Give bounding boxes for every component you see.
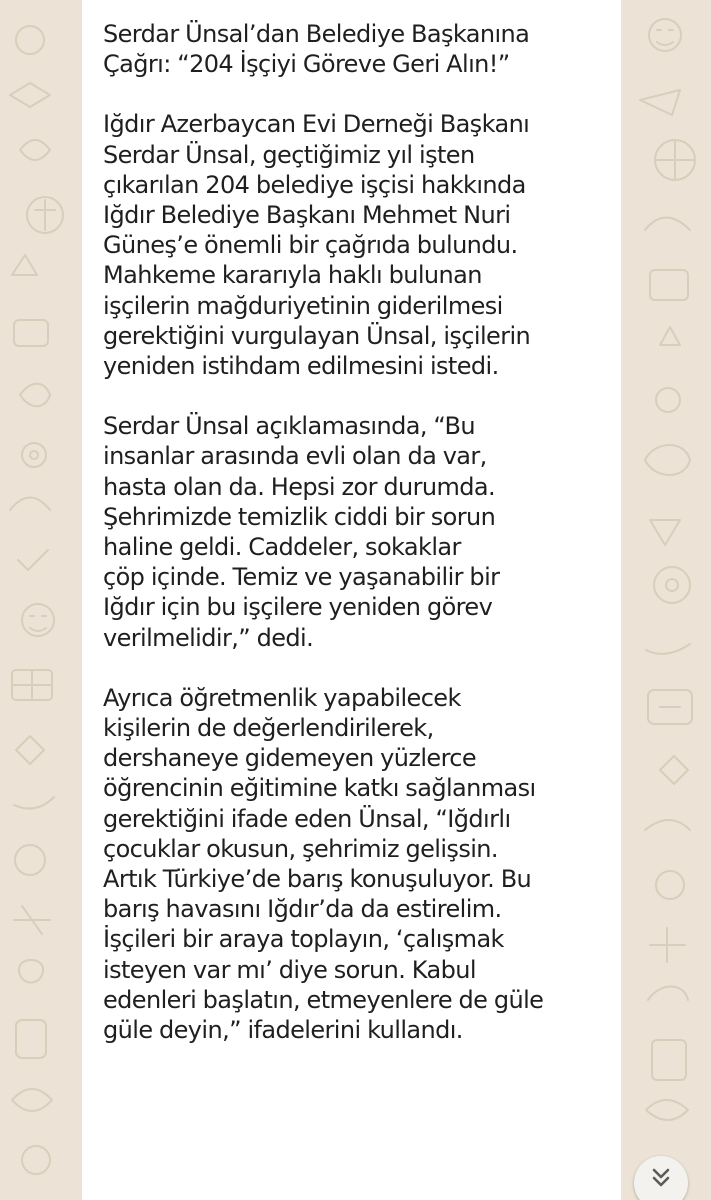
paragraph-line: Güneş’e önemli bir çağrıda bulundu. [103, 231, 518, 260]
paragraph-line: gerektiğini vurgulayan Ünsal, işçilerin [103, 321, 531, 350]
message-paragraph-2 [103, 411, 609, 653]
paragraph-line: öğrencinin eğitimine katkı sağlanması [103, 774, 536, 803]
paragraph-line: gerektiğini ifade eden Ünsal, “Iğdırlı [103, 804, 511, 833]
paragraph-line: İşçileri bir araya toplayın, ‘çalışmak [103, 925, 504, 954]
paragraph-line: kişilerin de değerlendirilerek, [103, 714, 434, 743]
paragraph-line: Serdar Ünsal açıklamasında, “Bu [103, 412, 475, 441]
double-chevron-down-icon [649, 1166, 673, 1190]
title-line: Çağrı: “204 İşçiyi Göreve Geri Alın!” [103, 50, 510, 79]
paragraph-line: hasta olan da. Hepsi zor durumda. [103, 472, 496, 501]
paragraph-line: edenleri başlatın, etmeyenlere de güle [103, 985, 544, 1014]
paragraph-line: çocuklar okusun, şehrimiz gelişsin. [103, 834, 498, 863]
paragraph-line: çöp içinde. Temiz ve yaşanabilir bir [103, 563, 500, 592]
paragraph-line: insanlar arasında evli olan da var, [103, 442, 487, 471]
message-bubble[interactable] [82, 0, 621, 1200]
paragraph-line: haline geldi. Caddeler, sokaklar [103, 533, 461, 562]
paragraph-line: dershaneye gidemeyen yüzlerce [103, 744, 477, 773]
paragraph-line: Iğdır için bu işçilere yeniden görev [103, 593, 493, 622]
paragraph-line: verilmelidir,” dedi. [103, 623, 314, 652]
paragraph-line: isteyen var mı’ diye sorun. Kabul [103, 955, 476, 984]
message-title [103, 19, 609, 79]
paragraph-line: Serdar Ünsal, geçtiğimiz yıl işten [103, 140, 475, 169]
paragraph-line: çıkarılan 204 belediye işçisi hakkında [103, 170, 526, 199]
paragraph-line: Ayrıca öğretmenlik yapabilecek [103, 683, 461, 712]
paragraph-line: Mahkeme kararıyla haklı bulunan [103, 261, 482, 290]
title-line: Serdar Ünsal’dan Belediye Başkanına [103, 20, 530, 48]
paragraph-line: Iğdır Azerbaycan Evi Derneği Başkanı [103, 110, 530, 139]
paragraph-line: Şehrimizde temizlik ciddi bir sorun [103, 502, 496, 531]
paragraph-line: Artık Türkiye’de barış konuşuluyor. Bu [103, 865, 532, 894]
paragraph-line: işçilerin mağduriyetinin giderilmesi [103, 291, 503, 320]
message-paragraph-3 [103, 683, 609, 1045]
paragraph-line: güle deyin,” ifadelerini kullandı. [103, 1016, 463, 1045]
message-paragraph-1 [103, 109, 609, 381]
paragraph-line: Iğdır Belediye Başkanı Mehmet Nuri [103, 201, 511, 230]
paragraph-line: barış havasını Iğdır’da da estirelim. [103, 895, 502, 924]
paragraph-line: yeniden istihdam edilmesini istedi. [103, 352, 499, 381]
message-text [103, 19, 609, 1045]
